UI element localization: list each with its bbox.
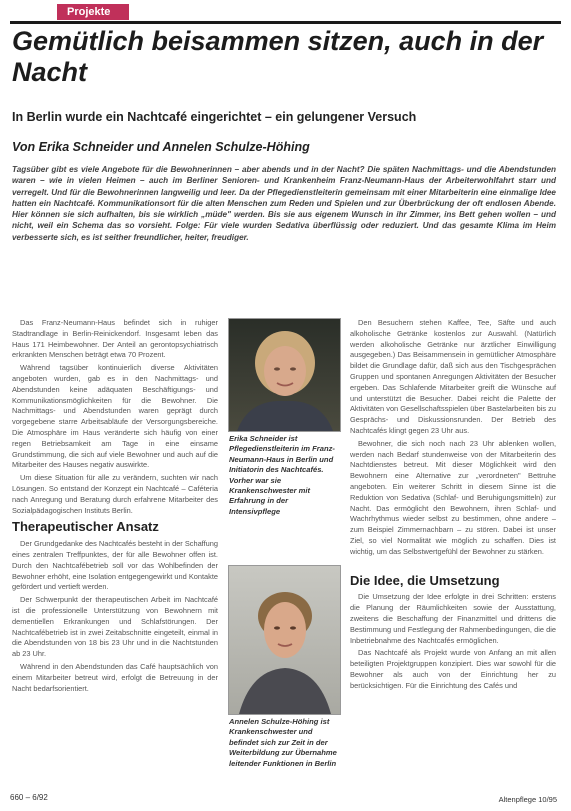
- paragraph: Während in den Abendstunden das Café hauptsächlich von einem Mitarbeiter betreut wird, erfolgt die Betreuung in der Nacht bedarfsorientiert.: [12, 661, 218, 693]
- section-heading: Die Idee, die Umsetzung: [350, 572, 500, 588]
- publication-footer: Altenpflege 10/95: [498, 795, 557, 804]
- paragraph: Das Franz-Neumann-Haus befindet sich in ruhiger Stadtrandlage in Berlin-Reinickendorf. Insgesamt leben das Haus 171 Heimbewohner. Der Anteil an gerontopsychiatrisch erkrankten Menschen beträgt etwa 70 Prozent.: [12, 318, 218, 360]
- section-heading: Therapeutischer Ansatz: [12, 519, 159, 535]
- paragraph: Die Umsetzung der Idee erfolgte in drei Schritten: erstens die Planung der Räumlichkeiten sowie der Ausstattung, zweitens die Beschaffung der Finanzmittel und drittens die Bestimmung und Festlegung der Rahmenbedingungen, die die Inbetriebnahme des Nachtcafés ermöglichen.: [350, 592, 556, 645]
- paragraph: Der Grundgedanke des Nachtcafés besteht in der Schaffung eines zentralen Treffpunktes, der für alle Bewohner offen ist. Durch den Nachtcafébetrieb soll vor das Wohlbefinden der Bewohner erhöht, eine Isolation entgegengewirkt und Kontakte gefördert und vertieft werden.: [12, 539, 218, 592]
- portrait-photo-annelen: [228, 565, 341, 715]
- section-tag: Projekte: [57, 4, 129, 20]
- column-left: [12, 318, 218, 788]
- column-right: [350, 318, 556, 788]
- paragraph: Bewohner, die sich noch nach 23 Uhr ablenken wollen, werden nach Bedarf stundenweise von der Mitarbeiterin des Nachtdienstes betreut. Mit dieser Möglichkeit wird den Bewohnern eine Alternative zur „verordneten" Bettruhe angeboten. Ein weiterer Schritt in diesem Sinne ist die Reduktion von Sedativa (Schlaf- und Beruhigungsmitteln) zur Nacht. Das ermöglicht den Bewohnern, ihren Schlaf- und Wachrhythmus wieder selbst zu bestimmen, ohne andere – zum Beispiel Zimmernachbarn – zu stören. Dabei ist unser Ziel, so viel Normalität wie möglich zu schaffen. Dies ist wichtig, um das Selbstwertgefühl der Bewohner zu stärken.: [350, 438, 556, 556]
- photo-caption-erika: Erika Schneider ist Pflegedienstleiterin im Franz-Neumann-Haus in Berlin und Initiatorin des Nachtcafés. Vorher war sie Krankenschwester mit Erfahrung in der Intensivpflege: [229, 434, 335, 516]
- portrait-photo-erika: [228, 318, 341, 432]
- article-subtitle: In Berlin wurde ein Nachtcafé eingerichtet – ein gelungener Versuch: [12, 110, 417, 124]
- article-intro: Tagsüber gibt es viele Angebote für die Bewohnerinnen – aber abends und in der Nacht? Die späten Nachmittags- und die Abendstunden waren – wie in vielen Heimen – auch im Berliner Senioren- und Krankenheim Franz-Neumann-Haus der Arbeiterwohlfahrt starr und verregelt. Und für die Bewohnerinnen langweilig und leer. Da der Pflegedienstleiterin gemeinsam mit einer Mitarbeiterin eine einmalige Idee hatten ein Nachtcafé. Kommunikationsort für die alten Menschen zum Reden und Spielen und zur Überbrückung der oft endlosen Abende. Hier können sie sich aufhalten, bis sie wirklich „müde" werden. Bis sie aus eigenem Wunsch in ihr Zimmer, ins Bett gehen wollen – und nicht, weil ein Schema das so vorsieht. Folge: Für viele wurden Sedativa überflüssig oder reduziert. Und das gesamte Klima im Heim verbesserte sich, es ist seither freundlicher, heiter, freudiger.: [12, 165, 556, 242]
- paragraph: Den Besuchern stehen Kaffee, Tee, Säfte und auch alkoholische Getränke kostenlos zur Auswahl. (Natürlich werden alkoholische Getränke nur ärztlicher Einwilligung ausgegeben.) Das Beisammensein in gemütlicher Atmosphäre bildet die Grundlage dafür, daß sich aus den Tischgesprächen Gruppen und spontanen Anregungen Aktivitäten der Besucher ergeben. Das Schlafende Mitarbeiter greift die Wünsche auf und unterstützt die Besucher. Dabei reicht die Palette der Aktivitäten von Gesellschaftsspielen über Bastelarbeiten bis zu Gesprächs- und Diskussionsrunden. Der Betrieb des Nachtcafés klingt gegen 23 Uhr aus.: [350, 318, 556, 435]
- portrait-image: [229, 319, 340, 431]
- paragraph: Das Nachtcafé als Projekt wurde von Anfang an mit allen beteiligten Projektgruppen konzipiert. Dies war sowohl für die Bewohner als auch von der Einrichtung her zu berücksichtigen. Für die Einrichtung des Cafés und: [350, 648, 556, 690]
- article-title: Gemütlich beisammen sitzen, auch in der Nacht: [12, 26, 544, 87]
- article-byline: Von Erika Schneider und Annelen Schulze-Höhing: [12, 140, 310, 154]
- paragraph: Während tagsüber kontinuierlich diverse Aktivitäten angeboten wurden, gab es in den Nachmittags- und Abendstunden keine adäquaten Beschäftigungs- und Kommunikationsmöglichkeiten für die Bewohner. Die Nachmittags- und Abendstunden waren geprägt durch vorgegebene starre Arbeitsabläufe der Versorgungsbereiche. Die Atmosphäre im Haus veränderte sich häufig von einer regen Betriebsamkeit am Tage in eine einsame Grundstimmung, die sich auf viele Bewohner und auch auf die Mitarbeiter des Hauses negativ auswirkte.: [12, 363, 218, 470]
- photo-caption-annelen: Annelen Schulze-Höhing ist Krankenschwester und befindet sich zur Zeit in der Weiterbildung zur Übernahme leitender Funktionen in Berlin: [229, 717, 337, 768]
- paragraph: Um diese Situation für alle zu verändern, suchten wir nach Lösungen. So entstand der Konzept ein Nachtcafé – Caféteria nach Anregung und Beratung durch erfahrene Mitarbeiter des Sozialpädagogischen Instituts Berlin.: [12, 473, 218, 515]
- portrait-image: [229, 566, 340, 714]
- page-number: 660 – 6/92: [10, 793, 48, 802]
- header-rule: [10, 21, 561, 24]
- paragraph: Der Schwerpunkt der therapeutischen Arbeit im Nachtcafé ist die professionelle Unterstützung von Bewohnern mit dementiellen Erkrankungen und Schlafstörungen. Der Nachtcafébetrieb ist in zwei Zeitabschnitte eingeteilt, einmal in die Abendstunden von 18 bis 23 Uhr und in die Nachtstunden ab 23 Uhr.: [12, 595, 218, 659]
